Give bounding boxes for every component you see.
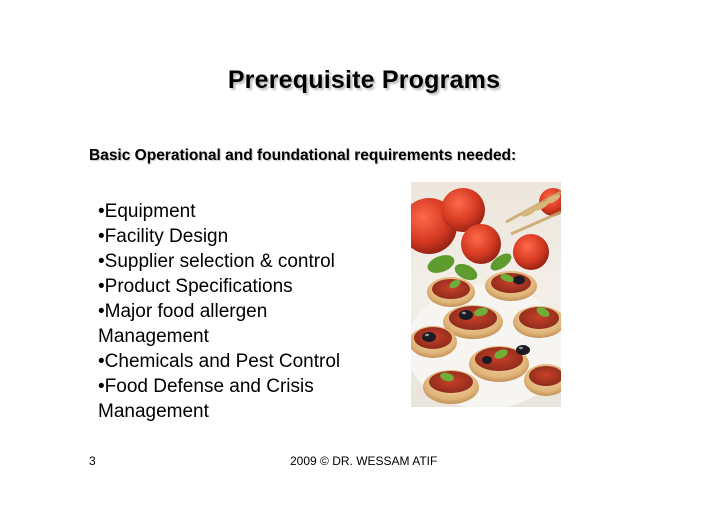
footer-copyright: 2009 © DR. WESSAM ATIF	[290, 454, 438, 468]
slide-title: Prerequisite Programs	[227, 66, 501, 94]
slide-number: 3	[89, 454, 96, 468]
bullet-item: •Chemicals and Pest Control	[98, 351, 341, 372]
bullet-item: •Food Defense and Crisis	[98, 376, 314, 397]
bullet-item: •Equipment	[98, 201, 196, 222]
bullet-item: •Major food allergen	[98, 301, 268, 322]
bullet-item: •Product Specifications	[98, 276, 293, 297]
bullet-item-continuation: Management	[98, 401, 209, 422]
bullet-item-continuation: Management	[98, 326, 209, 347]
bullet-item: •Facility Design	[98, 226, 229, 247]
bruschetta-illustration	[411, 182, 561, 407]
slide-subtitle: Basic Operational and foundational requirements needed:	[89, 147, 517, 164]
bullet-list	[98, 199, 340, 424]
bruschetta-photo	[411, 182, 561, 407]
bullet-item: •Supplier selection & control	[98, 251, 335, 272]
